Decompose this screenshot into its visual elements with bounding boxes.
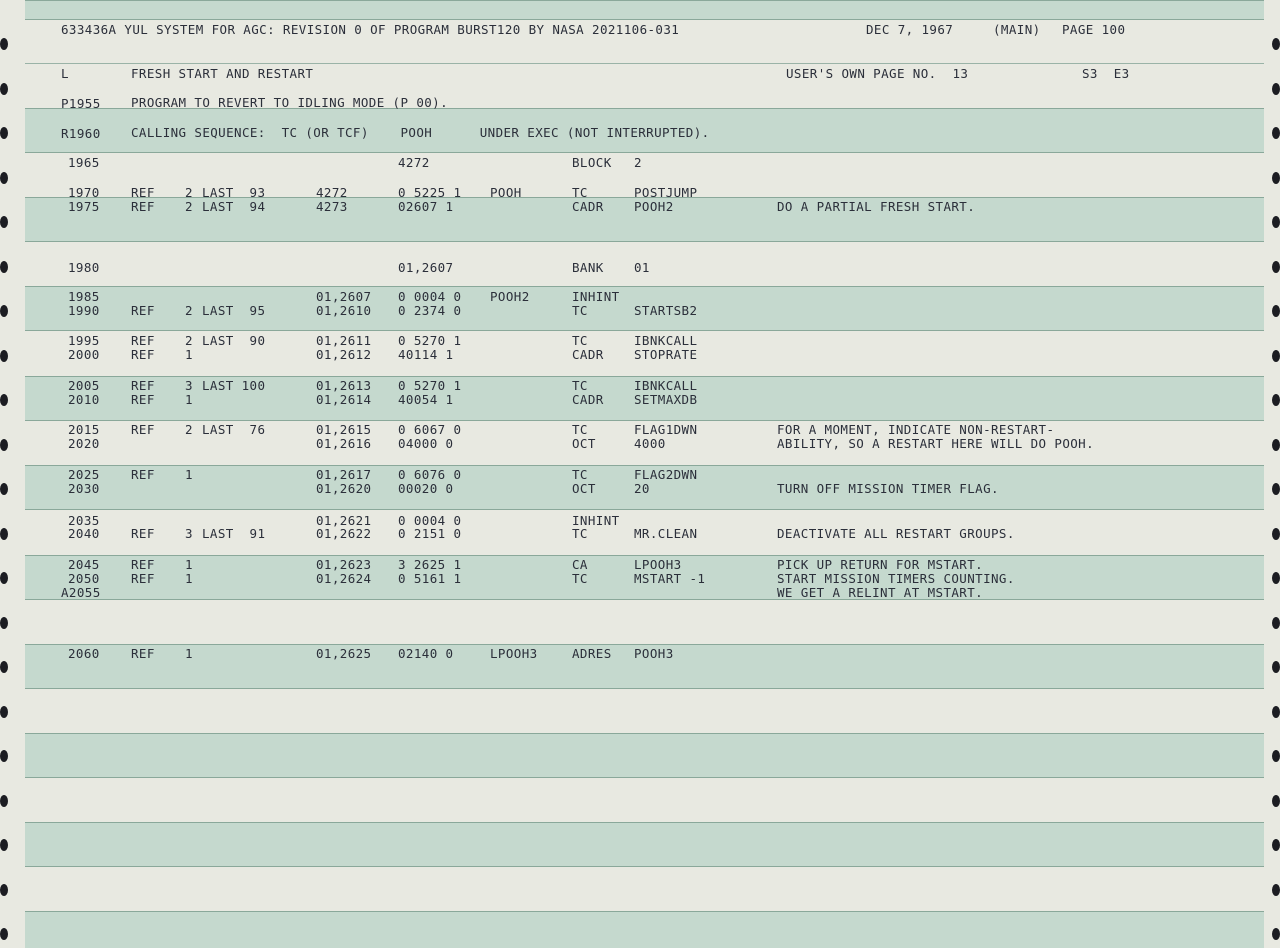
cell-addr: 01,2617	[316, 467, 372, 482]
cell-word: 0 6076 0	[398, 467, 462, 482]
cell-op: TC	[572, 571, 588, 586]
cell-last: LAST 95	[202, 303, 266, 318]
cell-ref: REF	[131, 526, 155, 541]
band	[25, 822, 1264, 867]
cell-refno: 2	[185, 185, 193, 200]
cell-addr: 01,2615	[316, 422, 372, 437]
cell-ref: REF	[131, 303, 155, 318]
cell-refno: 1	[185, 571, 193, 586]
cell-addr: 01,2616	[316, 436, 372, 451]
cell-refno: 1	[185, 467, 193, 482]
cell-op: TC	[572, 378, 588, 393]
cell-op: CADR	[572, 199, 604, 214]
cell-label: POOH	[490, 185, 522, 200]
cell-operand: MR.CLEAN	[634, 526, 698, 541]
cell-addr: 01,2612	[316, 347, 372, 362]
cell-ref: REF	[131, 467, 155, 482]
tractor-hole	[1272, 795, 1280, 807]
tractor-hole	[0, 661, 8, 673]
tractor-hole	[0, 216, 8, 228]
cell-addr: 01,2607	[316, 289, 372, 304]
cell-seq: 2035	[68, 513, 100, 528]
cell-op: TC	[572, 303, 588, 318]
cell-word: 0 6067 0	[398, 422, 462, 437]
cell-word: 40054 1	[398, 392, 454, 407]
tractor-hole	[1272, 528, 1280, 540]
cell-seq: 2050	[68, 571, 100, 586]
cell-refno: 1	[185, 557, 193, 572]
cell-word: 0 5270 1	[398, 333, 462, 348]
tractor-hole	[1272, 439, 1280, 451]
cell-ref: REF	[131, 185, 155, 200]
cell-word: 00020 0	[398, 481, 454, 496]
cell-word: 01,2607	[398, 260, 454, 275]
header-page: PAGE 100	[1062, 22, 1126, 37]
tractor-hole	[1272, 83, 1280, 95]
cell-word: 0 2151 0	[398, 526, 462, 541]
cell-ref: REF	[131, 557, 155, 572]
cell-seq: 2015	[68, 422, 100, 437]
cell-word: 04000 0	[398, 436, 454, 451]
cell-seq: 2045	[68, 557, 100, 572]
cell-addr: 01,2613	[316, 378, 372, 393]
cell-word: 3 2625 1	[398, 557, 462, 572]
cell-ref: REF	[131, 392, 155, 407]
cell-operand: 4000	[634, 436, 666, 451]
cell-addr: 01,2611	[316, 333, 372, 348]
tractor-hole	[1272, 839, 1280, 851]
cell-last: LAST 100	[202, 378, 266, 393]
cell-comment: PICK UP RETURN FOR MSTART.	[777, 557, 984, 572]
cell-ref: REF	[131, 347, 155, 362]
band	[25, 911, 1264, 948]
tractor-hole	[1272, 661, 1280, 673]
cell-word: 02607 1	[398, 199, 454, 214]
cell-operand: POOH2	[634, 199, 674, 214]
cell-op: INHINT	[572, 513, 620, 528]
cell-seq: 2025	[68, 467, 100, 482]
cell-op: BANK	[572, 260, 604, 275]
cell-refno: 2	[185, 422, 193, 437]
cell-word: 0 2374 0	[398, 303, 462, 318]
tractor-hole	[1272, 572, 1280, 584]
cell-op: TC	[572, 422, 588, 437]
cell-comment: START MISSION TIMERS COUNTING.	[777, 571, 1015, 586]
note-text: CALLING SEQUENCE: TC (OR TCF) POOH UNDER EXEC (NOT INTERRUPTED).	[131, 125, 710, 140]
band	[25, 733, 1264, 778]
tractor-hole	[0, 127, 8, 139]
tractor-hole	[1272, 617, 1280, 629]
cell-operand: STOPRATE	[634, 347, 698, 362]
tractor-hole	[1272, 750, 1280, 762]
cell-addr: 01,2624	[316, 571, 372, 586]
cell-label: POOH2	[490, 289, 530, 304]
cell-operand: FLAG2DWN	[634, 467, 698, 482]
cell-refno: 2	[185, 333, 193, 348]
cell-seq: 1995	[68, 333, 100, 348]
cell-seq: 2005	[68, 378, 100, 393]
band	[25, 0, 1264, 20]
cell-ref: REF	[131, 378, 155, 393]
cell-last: LAST 94	[202, 199, 266, 214]
cell-refno: 1	[185, 392, 193, 407]
cell-op: CADR	[572, 392, 604, 407]
cell-seq: 1965	[68, 155, 100, 170]
tractor-hole	[0, 483, 8, 495]
cell-ref: REF	[131, 646, 155, 661]
left-tractor-holes	[0, 0, 10, 948]
cell-addr: 01,2614	[316, 392, 372, 407]
tractor-hole	[1272, 305, 1280, 317]
right-tractor-holes	[1270, 0, 1280, 948]
tractor-hole	[0, 305, 8, 317]
header-main: (MAIN)	[993, 22, 1041, 37]
cell-refno: 1	[185, 347, 193, 362]
cell-addr: 4273	[316, 199, 348, 214]
cell-refno: 2	[185, 303, 193, 318]
cell-op: CADR	[572, 347, 604, 362]
cell-seq: 1980	[68, 260, 100, 275]
tractor-hole	[1272, 706, 1280, 718]
tractor-hole	[1272, 394, 1280, 406]
tractor-hole	[1272, 928, 1280, 940]
tractor-hole	[1272, 127, 1280, 139]
tractor-hole	[1272, 884, 1280, 896]
cell-seq: 2040	[68, 526, 100, 541]
cell-seq: 1975	[68, 199, 100, 214]
cell-addr: 4272	[316, 185, 348, 200]
section-code: S3 E3	[1082, 66, 1130, 81]
note-seq: P1955	[61, 96, 101, 111]
tractor-hole	[0, 83, 8, 95]
tractor-hole	[1272, 172, 1280, 184]
cell-seq: 1970	[68, 185, 100, 200]
cell-operand: LPOOH3	[634, 557, 682, 572]
cell-last: LAST 76	[202, 422, 266, 437]
cell-refno: 3	[185, 378, 193, 393]
cell-seq: 2060	[68, 646, 100, 661]
tractor-hole	[0, 750, 8, 762]
cell-operand: MSTART -1	[634, 571, 706, 586]
cell-op: INHINT	[572, 289, 620, 304]
cell-operand: IBNKCALL	[634, 378, 698, 393]
cell-op: TC	[572, 333, 588, 348]
cell-operand: FLAG1DWN	[634, 422, 698, 437]
cell-addr: 01,2610	[316, 303, 372, 318]
cell-operand: POOH3	[634, 646, 674, 661]
cell-operand: 2	[634, 155, 642, 170]
cell-label: LPOOH3	[490, 646, 538, 661]
cell-operand: 01	[634, 260, 650, 275]
tractor-hole	[0, 884, 8, 896]
cell-addr: 01,2625	[316, 646, 372, 661]
cell-addr: 01,2623	[316, 557, 372, 572]
user-page-number: USER'S OWN PAGE NO. 13	[786, 66, 969, 81]
cell-seq: 2000	[68, 347, 100, 362]
note-seq: R1960	[61, 126, 101, 141]
tractor-hole	[0, 795, 8, 807]
tractor-hole	[0, 172, 8, 184]
cell-op: TC	[572, 526, 588, 541]
cell-refno: 3	[185, 526, 193, 541]
cell-operand: POSTJUMP	[634, 185, 698, 200]
cell-operand: 20	[634, 481, 650, 496]
tractor-hole	[1272, 350, 1280, 362]
cell-ref: REF	[131, 422, 155, 437]
cell-word: 0 5161 1	[398, 571, 462, 586]
cell-ref: REF	[131, 571, 155, 586]
cell-seq: 2030	[68, 481, 100, 496]
cell-comment: DO A PARTIAL FRESH START.	[777, 199, 976, 214]
tractor-hole	[1272, 261, 1280, 273]
cell-addr: 01,2621	[316, 513, 372, 528]
section-marker: L	[61, 66, 69, 81]
cell-comment: DEACTIVATE ALL RESTART GROUPS.	[777, 526, 1015, 541]
tractor-hole	[0, 261, 8, 273]
section-title: FRESH START AND RESTART	[131, 66, 314, 81]
cell-word: 40114 1	[398, 347, 454, 362]
cell-seq: 1985	[68, 289, 100, 304]
tractor-hole	[1272, 483, 1280, 495]
tractor-hole	[0, 394, 8, 406]
cell-word: 0 5270 1	[398, 378, 462, 393]
note-text: PROGRAM TO REVERT TO IDLING MODE (P 00).	[131, 95, 449, 110]
tractor-hole	[0, 439, 8, 451]
tractor-hole	[0, 706, 8, 718]
cell-refno: 2	[185, 199, 193, 214]
cell-op: OCT	[572, 481, 596, 496]
cell-op: BLOCK	[572, 155, 612, 170]
tractor-hole	[1272, 216, 1280, 228]
cell-seq: 1990	[68, 303, 100, 318]
tractor-hole	[0, 928, 8, 940]
cell-last: LAST 93	[202, 185, 266, 200]
cell-addr: 01,2620	[316, 481, 372, 496]
tractor-hole	[0, 617, 8, 629]
tractor-hole	[0, 572, 8, 584]
cell-word: 02140 0	[398, 646, 454, 661]
cell-op: TC	[572, 185, 588, 200]
cell-refno: 1	[185, 646, 193, 661]
cell-operand: IBNKCALL	[634, 333, 698, 348]
header-date: DEC 7, 1967	[866, 22, 954, 37]
cell-word: 4272	[398, 155, 430, 170]
cell-operand: STARTSB2	[634, 303, 698, 318]
cell-op: CA	[572, 557, 588, 572]
cell-word: 0 0004 0	[398, 513, 462, 528]
cell-operand: SETMAXDB	[634, 392, 698, 407]
cell-last: LAST 91	[202, 526, 266, 541]
cell-seq: A2055	[61, 585, 101, 600]
cell-comment: FOR A MOMENT, INDICATE NON-RESTART-	[777, 422, 1055, 437]
header-system-line: 633436A YUL SYSTEM FOR AGC: REVISION 0 OF PROGRAM BURST120 BY NASA 2021106-031	[61, 22, 680, 37]
cell-seq: 2010	[68, 392, 100, 407]
cell-ref: REF	[131, 333, 155, 348]
cell-op: OCT	[572, 436, 596, 451]
cell-word: 0 5225 1	[398, 185, 462, 200]
cell-comment: TURN OFF MISSION TIMER FLAG.	[777, 481, 999, 496]
cell-comment: WE GET A RELINT AT MSTART.	[777, 585, 984, 600]
tractor-hole	[0, 528, 8, 540]
cell-word: 0 0004 0	[398, 289, 462, 304]
tractor-hole	[0, 350, 8, 362]
tractor-hole	[0, 38, 8, 50]
tractor-hole	[1272, 38, 1280, 50]
tractor-hole	[0, 839, 8, 851]
cell-ref: REF	[131, 199, 155, 214]
cell-addr: 01,2622	[316, 526, 372, 541]
cell-last: LAST 90	[202, 333, 266, 348]
cell-op: TC	[572, 467, 588, 482]
cell-comment: ABILITY, SO A RESTART HERE WILL DO POOH.	[777, 436, 1095, 451]
cell-op: ADRES	[572, 646, 612, 661]
cell-seq: 2020	[68, 436, 100, 451]
